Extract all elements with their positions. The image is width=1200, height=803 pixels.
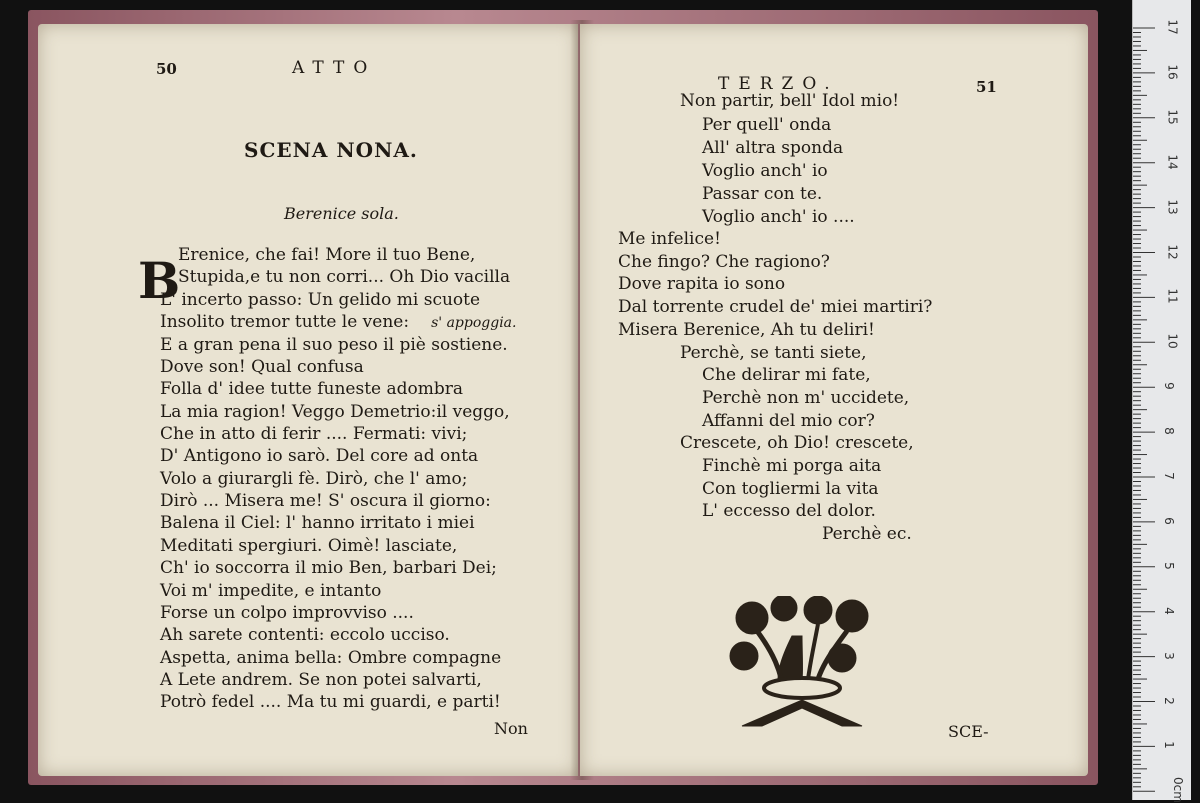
verse-line: Volo a giurargli fè. Dirò, che l' amo; [160, 469, 468, 489]
verse-line: Balena il Ciel: l' hanno irritato i miei [160, 513, 475, 533]
verse-line: Erenice, che fai! More il tuo Bene, [178, 245, 476, 265]
verse-line: Passar con te. [702, 184, 823, 204]
verse-line: Ah sarete contenti: eccolo ucciso. [160, 625, 450, 645]
verse-line: All' altra sponda [702, 138, 844, 158]
verse-line: Aspetta, anima bella: Ombre compagne [160, 648, 502, 668]
verse-line: Misera Berenice, Ah tu deliri! [618, 320, 875, 340]
ruler-number: 17 [1165, 19, 1180, 35]
flower-ornament-icon [722, 596, 882, 736]
verse-line: La mia ragion! Veggo Demetrio:il veggo, [160, 402, 510, 422]
verse-line: L' eccesso del dolor. [702, 501, 876, 521]
verse-line: Voi m' impedite, e intanto [160, 581, 382, 601]
scene-title: SCENA NONA. [244, 138, 418, 162]
verse-line: Folla d' idee tutte funeste adombra [160, 379, 464, 399]
ruler-number: 12 [1165, 243, 1180, 260]
measurement-ruler [1132, 0, 1191, 803]
verse-line: Forse un colpo improvviso .... [160, 603, 414, 623]
verse-line: Potrò fedel .... Ma tu mi guardi, e parti! [160, 692, 501, 712]
verse-line: Meditati spergiuri. Oimè! lasciate, [160, 536, 458, 556]
verse-line: Dove son! Qual confusa [160, 357, 364, 377]
page-number-left: 50 [156, 60, 177, 78]
stage-direction: s' appoggia. [431, 315, 517, 331]
character-heading: Berenice sola. [284, 204, 399, 223]
catchword-right: SCE- [948, 722, 989, 741]
verse-line: Finchè mi porga aita [702, 456, 882, 476]
ruler-number: 11 [1165, 288, 1180, 305]
drop-cap: B [138, 251, 181, 310]
verse-line: Me infelice! [618, 229, 721, 249]
verse-line: Che fingo? Che ragiono? [618, 252, 830, 272]
verse-line: D' Antigono io sarò. Del core ad onta [160, 446, 479, 466]
ruler-number: 4 [1161, 606, 1176, 615]
verse-line: Voglio anch' io [702, 161, 828, 181]
ruler-number: 10 [1165, 333, 1180, 349]
verse-line: L' incerto passo: Un gelido mi scuote [160, 290, 481, 310]
ruler-number: 5 [1161, 561, 1176, 570]
ruler-number: 16 [1165, 64, 1180, 80]
ruler-number: 15 [1165, 109, 1180, 125]
verse-line: Affanni del mio cor? [702, 411, 875, 431]
ruler-number: 2 [1161, 696, 1176, 705]
verse-line: Perchè, se tanti siete, [680, 343, 867, 363]
verse-line: Crescete, oh Dio! crescete, [680, 433, 914, 453]
verse-line: E a gran pena il suo peso il piè sostiene. [160, 335, 508, 355]
ruler-ticks [1133, 0, 1191, 800]
ruler-number: 7 [1161, 472, 1176, 480]
verse-line: Ch' io soccorra il mio Ben, barbari Dei; [160, 558, 497, 578]
verse-line: Perchè non m' uccidete, [702, 388, 910, 408]
verse-line: A Lete andrem. Se non potei salvarti, [160, 670, 482, 690]
verse-line: Che in atto di ferir .... Fermati: vivi; [160, 424, 468, 444]
verse-line: Dal torrente crudel de' miei martiri? [618, 297, 933, 317]
verse-line: Voglio anch' io .... [702, 207, 855, 227]
verse-line: Dirò ... Misera me! S' oscura il giorno: [160, 491, 491, 511]
ruler-number: 6 [1161, 517, 1176, 525]
verse-line: Che delirar mi fate, [702, 365, 871, 385]
running-head-right: TERZO. [718, 74, 839, 94]
ruler-number: 8 [1161, 427, 1176, 435]
ruler-number: 13 [1165, 198, 1180, 215]
verse-line: Insolito tremor tutte le vene: s' appoggia. [160, 312, 517, 332]
running-head-left: ATTO [292, 58, 377, 78]
verse-line: Perchè ec. [822, 524, 912, 544]
verse-line: Dove rapita io sono [618, 274, 786, 294]
ruler-number: 9 [1161, 382, 1176, 391]
left-page [38, 24, 578, 776]
ruler-number: 0cm [1170, 777, 1185, 803]
ruler-number: 1 [1161, 741, 1176, 750]
catchword-left: Non [494, 719, 528, 738]
ruler-number: 14 [1165, 154, 1180, 170]
page-number-right: 51 [976, 78, 997, 96]
verse-line: Stupida,e tu non corri... Oh Dio vacilla [178, 267, 511, 287]
verse-line: Non partir, bell' Idol mio! [680, 91, 900, 111]
verse-line: Per quell' onda [702, 115, 832, 135]
verse-line: Con togliermi la vita [702, 479, 879, 499]
ruler-number: 3 [1161, 651, 1176, 660]
